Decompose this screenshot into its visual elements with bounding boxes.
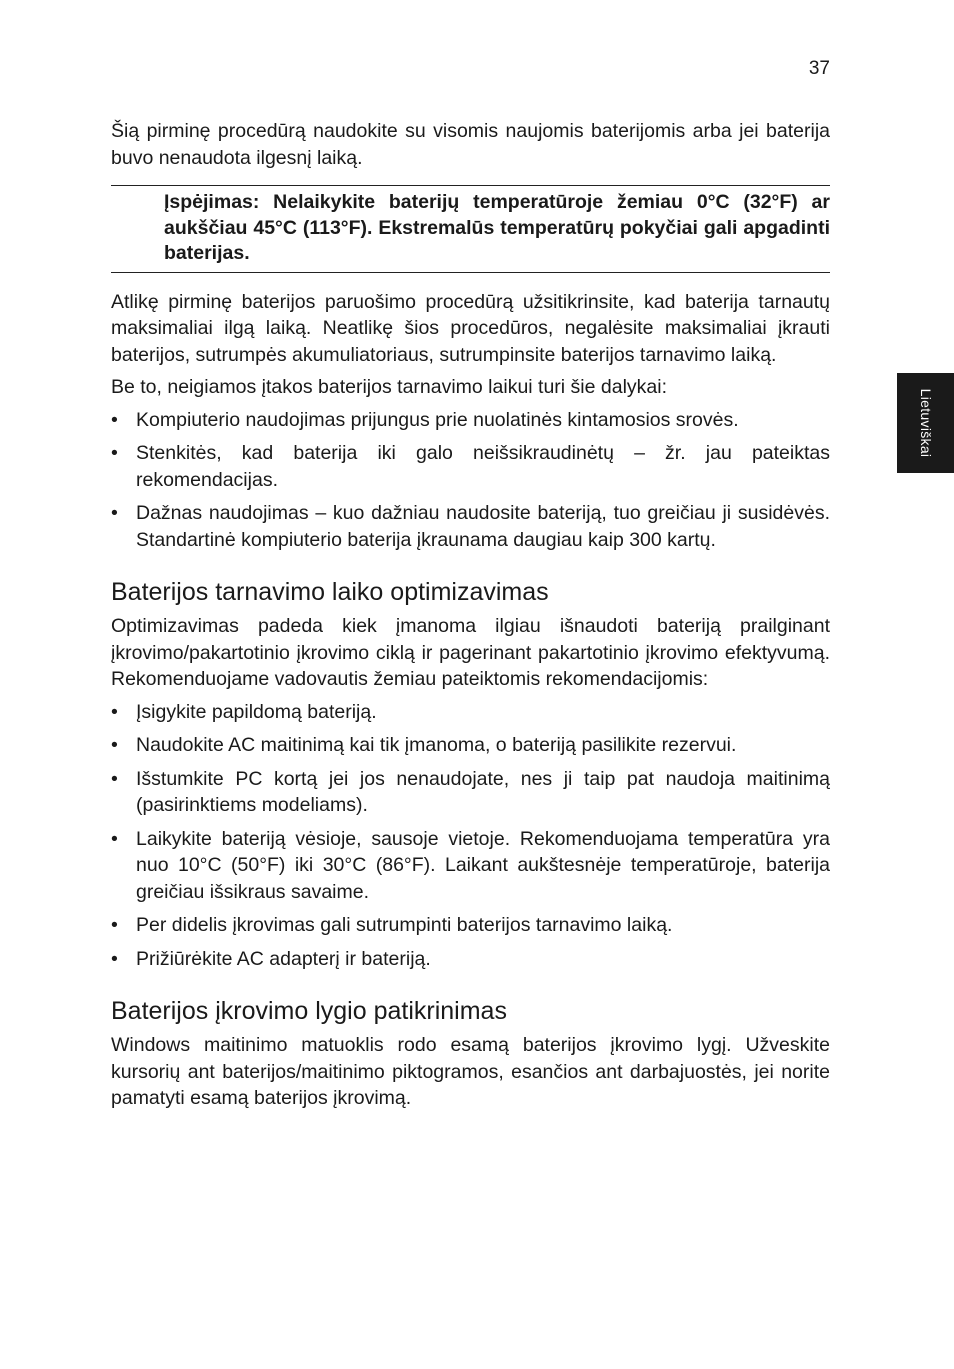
language-side-tab-label: Lietuviškai [917,388,934,458]
charge-level-paragraph: Windows maitinimo matuoklis rodo esamą baterijos įkrovimo lygį. Užveskite kursorių ant baterijos/maitinimo piktogramos, esančios ant darbajuostės, jei norite pamatyti esamą baterijos įkrovimą. [111,1034,830,1109]
bullet-icon: • [111,700,118,723]
page-number: 37 [808,58,830,79]
bullet-icon: • [111,408,118,431]
list-item: • Laikykite bateriją vėsioje, sausoje vietoje. Rekomenduojama temperatūra yra nuo 10°C (50°F) iki 30°C (86°F). Laikant aukštesnėje temperatūroje, baterija greičiau išsikraus savaime. [111,827,830,903]
bullet-icon: • [111,827,118,850]
optimization-paragraph: Optimizavimas padeda kiek įmanoma ilgiau išnaudoti bateriją prailginant įkrovimo/pakartotinio įkrovimo ciklą ir pagerinant pakartotinio įkrovimo efektyvumą. Rekomenduojame vadovautis žemiau pateiktomis rekomendacijomis: [111,615,830,690]
list-item: • Įsigykite papildomą bateriją. [111,699,830,726]
bullet-icon: • [111,767,118,790]
list-item: • Išstumkite PC kortą jei jos nenaudojate, nes ji taip pat naudoja maitinimą (pasirinktiems modeliams). [111,767,830,816]
bullet-icon: • [111,914,118,936]
list-item: • Stenkitės, kad baterija iki galo neišsikraudinėtų – žr. jau pateiktas rekomendacijas. [111,442,830,491]
list-item: • Naudokite AC maitinimą kai tik įmanoma, o bateriją pasilikite rezervui. [111,732,830,759]
bullet-icon: • [111,502,118,524]
language-side-tab [897,373,954,473]
list-item: • Kompiuterio naudojimas prijungus prie nuolatinės kintamosios srovės. [111,407,830,434]
bullet-icon: • [111,947,118,970]
bullet-icon: • [111,734,118,756]
factors-paragraph: Be to, neigiamos įtakos baterijos tarnavimo laikui turi šie dalykai: [111,376,668,398]
list-item: • Dažnas naudojimas – kuo dažniau naudosite bateriją, tuo greičiau ji susidėvės. Standartinė kompiuterio baterija įkraunama daugiau kaip 300 kartų. [111,502,830,551]
page-content [111,118,830,1118]
list-item: • Prižiūrėkite AC adapterį ir bateriją. [111,946,830,973]
section-heading-optimization: Baterijos tarnavimo laiko optimizavimas [111,578,549,606]
optimization-list [111,699,830,973]
intro-paragraph: Šią pirminę procedūrą naudokite su visomis naujomis baterijomis arba jei baterija buvo nenaudota ilgesnį laiką. [111,120,830,169]
list-item: • Per didelis įkrovimas gali sutrumpinti baterijos tarnavimo laiką. [111,912,830,939]
factors-list [111,407,830,554]
conditioning-paragraph: Atlikę pirminę baterijos paruošimo procedūrą užsitikrinsite, kad baterija tarnautų maksimaliai ilgą laiką. Neatlikę šios procedūros, negalėsite maksimaliai įkrauti baterijos, sutrumpės akumuliatoriaus, sutrumpinsite baterijos tarnavimo laiką. [111,290,830,366]
bullet-icon: • [111,442,118,464]
section-heading-charge-level: Baterijos įkrovimo lygio patikrinimas [111,997,507,1025]
warning-box [111,185,830,273]
warning-text: Įspėjimas: Nelaikykite baterijų temperatūroje žemiau 0°C (32°F) ar aukščiau 45°C (113°F). Ekstremalūs temperatūrų pokyčiai gali apgadinti baterijas. [164,191,830,264]
